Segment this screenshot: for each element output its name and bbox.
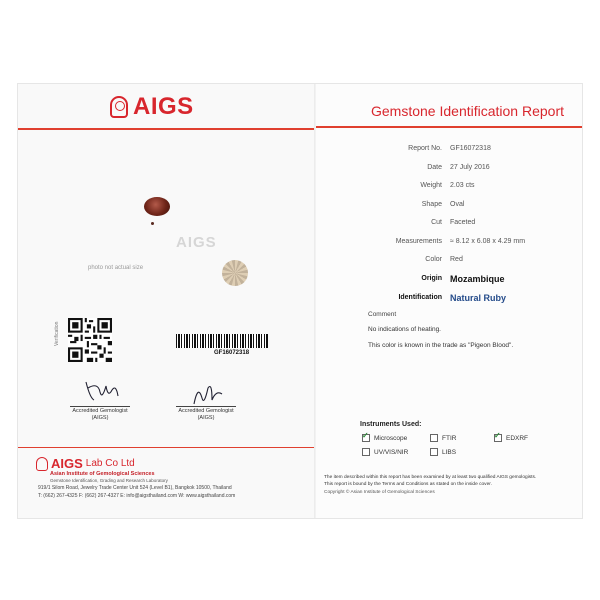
field-label: Identification: [398, 294, 442, 301]
field-label: Shape: [421, 201, 442, 208]
barcode-number: GF16072318: [214, 350, 250, 356]
field-row: [316, 182, 582, 194]
instrument-option: [362, 434, 407, 442]
brand-wordmark: AIGS: [133, 93, 194, 120]
instruments-title: Instruments Used:: [360, 421, 422, 428]
title-divider: [316, 126, 582, 128]
checked-box-icon: [362, 434, 370, 442]
field-row: [316, 294, 582, 306]
signature-gemologist-1: [78, 376, 128, 406]
legal-line-1: The item described within this report has been examined by at least two qualified AIGS gemologists.: [324, 475, 537, 480]
aigs-seal-icon: [110, 96, 128, 118]
instrument-option: [494, 434, 528, 442]
lab-suffix: Lab Co Ltd: [85, 458, 135, 469]
comment-label: Comment: [368, 311, 397, 318]
field-row: [316, 256, 582, 268]
instrument-label: LIBS: [442, 448, 457, 456]
legal-line-2: This report is bound by the Terms and Conditions as stated on the inside cover.: [324, 482, 492, 487]
signature-line-1: [70, 406, 130, 407]
verification-qr-code[interactable]: [68, 318, 112, 362]
field-label: Origin: [421, 275, 442, 282]
field-label: Weight: [420, 182, 442, 189]
instrument-label: FTIR: [442, 434, 457, 442]
photo-note: photo not actual size: [88, 265, 144, 271]
report-details-page: [316, 84, 582, 518]
checked-box-icon: [494, 434, 502, 442]
institute-subtitle: Gemstone Identification, Grading and Research Laboratory: [50, 478, 168, 483]
field-value: 27 July 2016: [450, 164, 490, 171]
field-row: [316, 145, 582, 157]
field-row: [316, 275, 582, 287]
instrument-label: UV/VIS/NIR: [374, 448, 409, 456]
unchecked-box-icon: [430, 448, 438, 456]
unchecked-box-icon: [362, 448, 370, 456]
field-row: [316, 238, 582, 250]
field-row: [316, 201, 582, 213]
lab-logo: [36, 456, 135, 471]
field-label: Measurements: [395, 238, 442, 245]
gemstone-scale-dot: [151, 222, 154, 225]
lab-contact: T: (662) 267-4325 F: (662) 267-4327 E: info@aigsthailand.com W: www.aigsthailand.com: [38, 493, 236, 499]
signature-caption-2: Accredited Gemologist (AIGS): [178, 408, 234, 421]
instrument-option: [362, 448, 408, 456]
instrument-label: EDXRF: [506, 434, 529, 442]
field-value: Faceted: [450, 219, 476, 226]
instrument-option: [430, 448, 456, 456]
field-value: Oval: [450, 201, 465, 208]
report-barcode: [176, 334, 268, 348]
report-document: [18, 84, 582, 518]
signature-line-2: [176, 406, 236, 407]
instrument-option: [430, 434, 456, 442]
field-value: Mozambique: [450, 274, 505, 284]
field-row: [316, 219, 582, 231]
field-value: GF16072318: [450, 145, 491, 152]
lab-brand: AIGS: [51, 456, 83, 471]
report-title: Gemstone Identification Report: [371, 103, 564, 119]
field-label: Report No.: [408, 145, 442, 152]
signature-caption-1: Accredited Gemologist (AIGS): [72, 408, 128, 421]
report-cover-page: [18, 84, 316, 518]
field-value: 2.03 cts: [450, 182, 475, 189]
field-row: [316, 164, 582, 176]
comment-line-2: This color is known in the trade as "Pigeon Blood".: [368, 342, 514, 349]
verification-label: Verification: [54, 321, 60, 346]
field-value: ≈ 8.12 x 6.08 x 4.29 mm: [450, 238, 526, 245]
lab-seal-icon: [36, 457, 48, 471]
copyright: Copyright © Asian Institute of Gemological Sciences: [324, 490, 435, 495]
footer-divider: [18, 447, 316, 448]
aigs-logo: [110, 94, 194, 120]
field-label: Color: [425, 256, 442, 263]
comment-line-1: No indications of heating.: [368, 326, 441, 333]
field-value: Natural Ruby: [450, 293, 507, 303]
institute-name: Asian Institute of Gemological Sciences: [50, 471, 155, 477]
lab-address: 919/1 Silom Road, Jewelry Trade Center Unit 524 (Level B1), Bangkok 10500, Thailand: [38, 485, 232, 491]
instrument-label: Microscope: [374, 434, 408, 442]
hologram-seal-icon: [222, 260, 248, 286]
watermark-logo: AIGS: [176, 234, 217, 251]
header-divider: [18, 128, 316, 130]
field-value: Red: [450, 256, 463, 263]
field-label: Cut: [431, 219, 442, 226]
field-label: Date: [427, 164, 442, 171]
gemstone-photo: [144, 197, 170, 216]
unchecked-box-icon: [430, 434, 438, 442]
